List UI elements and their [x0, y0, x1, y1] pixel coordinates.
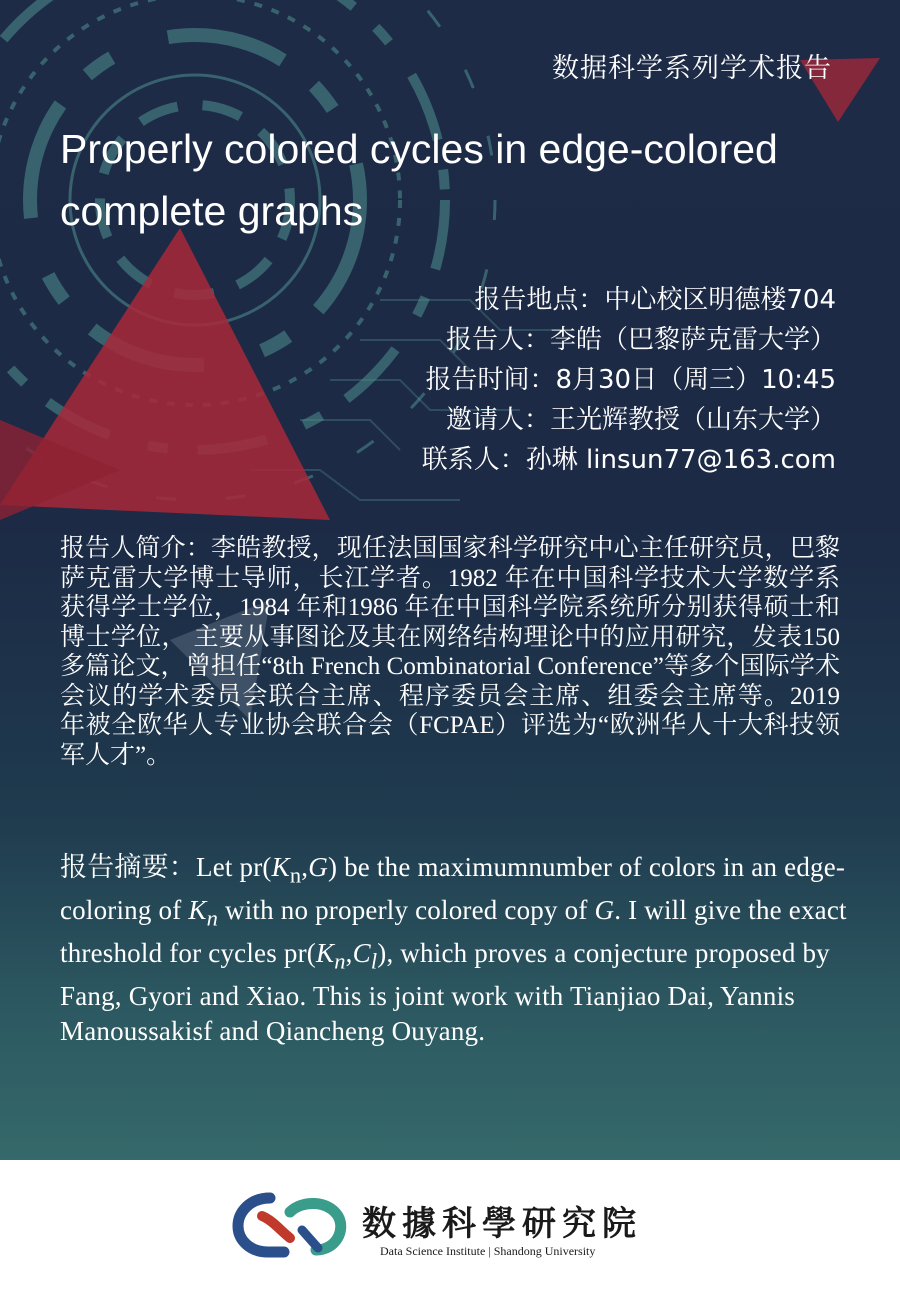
talk-title: Properly colored cycles in edge-colored complete graphs — [60, 126, 778, 234]
math-sub: l — [370, 948, 378, 974]
talk-info — [422, 280, 836, 480]
math-k: K — [271, 852, 290, 882]
location-line: 报告地点：中心校区明德楼704 — [474, 285, 836, 315]
speaker-bio: 报告人简介：李皓教授，现任法国国家科学研究中心主任研究员，巴黎萨克雷大学博士导师，长江学者。1982 年在中国科学技术大学数学系获得学士学位，1984 年和1986 年在中国科学院系统所分别获得硕士和博士学位， 主要从事图论及其在网络结构理论中的应用研究，发表150 多篇论文，曾担任“8th French Combinatorial Conference”等多个国际学术会议的学术委员会联合主席、程序委员会主席、组委会主席等。2019 年被全欧华人专业协会联合会（FCPAE）评选为“欧洲华人十大科技领军人才”。 — [60, 535, 840, 769]
abstract-text: , — [301, 852, 309, 882]
contact-line: 联系人：孙琳 linsun77@163.com — [421, 445, 836, 475]
series-title: 数据科学系列学术报告 — [552, 53, 832, 84]
math-sub: n — [206, 905, 219, 931]
abstract-text: Let pr( — [196, 852, 272, 882]
institute-name-en: Data Science Institute | Shandong University — [380, 1244, 596, 1258]
math-k: K — [315, 937, 335, 968]
abstract-text: ), which proves a conjecture proposed by Fang, Gyori and Xiao. This is joint work with Tianjiao Dai, Yannis Manoussakisf and Qiancheng Ouyang. — [60, 937, 830, 1047]
abstract — [60, 850, 848, 1050]
abstract-text: . I will give the exact threshold for cycles pr( — [60, 894, 847, 968]
abstract-text: ) be the maximumnumber of colors in an edge-coloring of — [60, 852, 846, 925]
inviter-line: 邀请人：王光辉教授（山东大学） — [445, 405, 836, 435]
speaker-line: 报告人：李皓（巴黎萨克雷大学） — [445, 325, 836, 355]
math-g: G — [594, 894, 615, 925]
institute-name-cn: 数據科學研究院 — [362, 1204, 642, 1244]
math-g: G — [308, 852, 328, 882]
abstract-text: , — [345, 937, 353, 968]
institute-logo-icon — [232, 1190, 350, 1260]
abstract-label: 报告摘要： — [60, 852, 196, 882]
math-sub: n — [289, 862, 302, 888]
math-sub: n — [334, 948, 346, 974]
time-line: 报告时间：8月30日（周三）10:45 — [425, 365, 836, 395]
math-k: K — [188, 894, 207, 925]
math-c: C — [352, 937, 371, 968]
abstract-text: with no properly colored copy of — [218, 894, 595, 925]
